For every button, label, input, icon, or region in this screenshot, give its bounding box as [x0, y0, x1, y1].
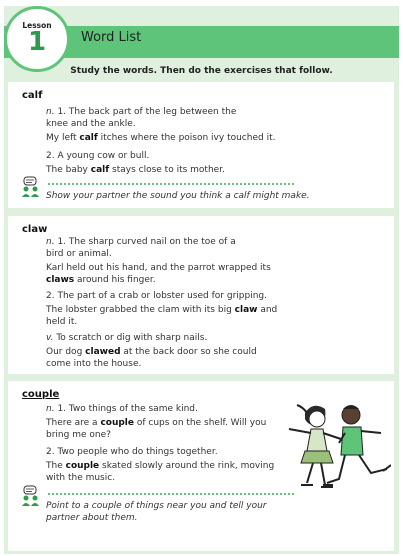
headword: calf — [22, 90, 43, 101]
example-sentence: My left calf itches where the poison ivy touched it. — [46, 133, 276, 143]
example-sentence: Our dog clawed at the back door so she could — [46, 347, 257, 357]
definition-line: n. 1. The sharp curved nail on the toe of a — [46, 237, 236, 247]
entry-card-calf — [8, 82, 394, 208]
definition-line: 2. Two people who do things together. — [46, 447, 218, 457]
skating-couple-illustration — [283, 399, 391, 501]
example-sentence: The baby calf stays close to its mother. — [46, 165, 225, 175]
example-sentence: claws around his finger. — [46, 275, 156, 285]
instructions: Study the words. Then do the exercises that follow. — [70, 66, 333, 76]
definition-line: 2. The part of a crab or lobster used for gripping. — [46, 291, 267, 301]
partner-talk-icon — [20, 176, 42, 200]
lesson-number: 1 — [27, 27, 47, 57]
definition-line: 2. A young cow or bull. — [46, 151, 150, 161]
definition-line: v. To scratch or dig with sharp nails. — [46, 333, 208, 343]
partner-prompt-line: Point to a couple of things near you and tell your — [46, 501, 267, 511]
example-sentence: The couple skated slowly around the rink, moving — [46, 461, 275, 471]
headword: couple — [22, 389, 60, 400]
example-sentence: Karl held out his hand, and the parrot wrapped its — [46, 263, 271, 273]
example-sentence: come into the house. — [46, 359, 142, 369]
entry-card-claw — [8, 216, 394, 374]
partner-prompt-line: partner about them. — [46, 513, 138, 523]
dotted-divider — [48, 493, 294, 495]
example-sentence: bring me one? — [46, 430, 111, 440]
dotted-divider — [48, 183, 294, 185]
partner-talk-icon — [20, 485, 42, 509]
headword: claw — [22, 224, 48, 235]
example-sentence: The lobster grabbed the clam with its big claw and — [46, 305, 278, 315]
definition-line: n. 1. Two things of the same kind. — [46, 404, 198, 414]
definition-line: knee and the ankle. — [46, 119, 136, 129]
partner-prompt: Show your partner the sound you think a calf might make. — [46, 191, 310, 201]
example-sentence: held it. — [46, 317, 78, 327]
lesson-badge — [4, 6, 70, 72]
example-sentence: There are a couple of cups on the shelf. Will you — [46, 418, 267, 428]
example-sentence: with the music. — [46, 473, 116, 483]
definition-line: bird or animal. — [46, 249, 112, 259]
page-title: Word List — [81, 30, 142, 45]
lesson-label: Lesson — [22, 21, 52, 30]
definition-line: n. 1. The back part of the leg between the — [46, 107, 237, 117]
